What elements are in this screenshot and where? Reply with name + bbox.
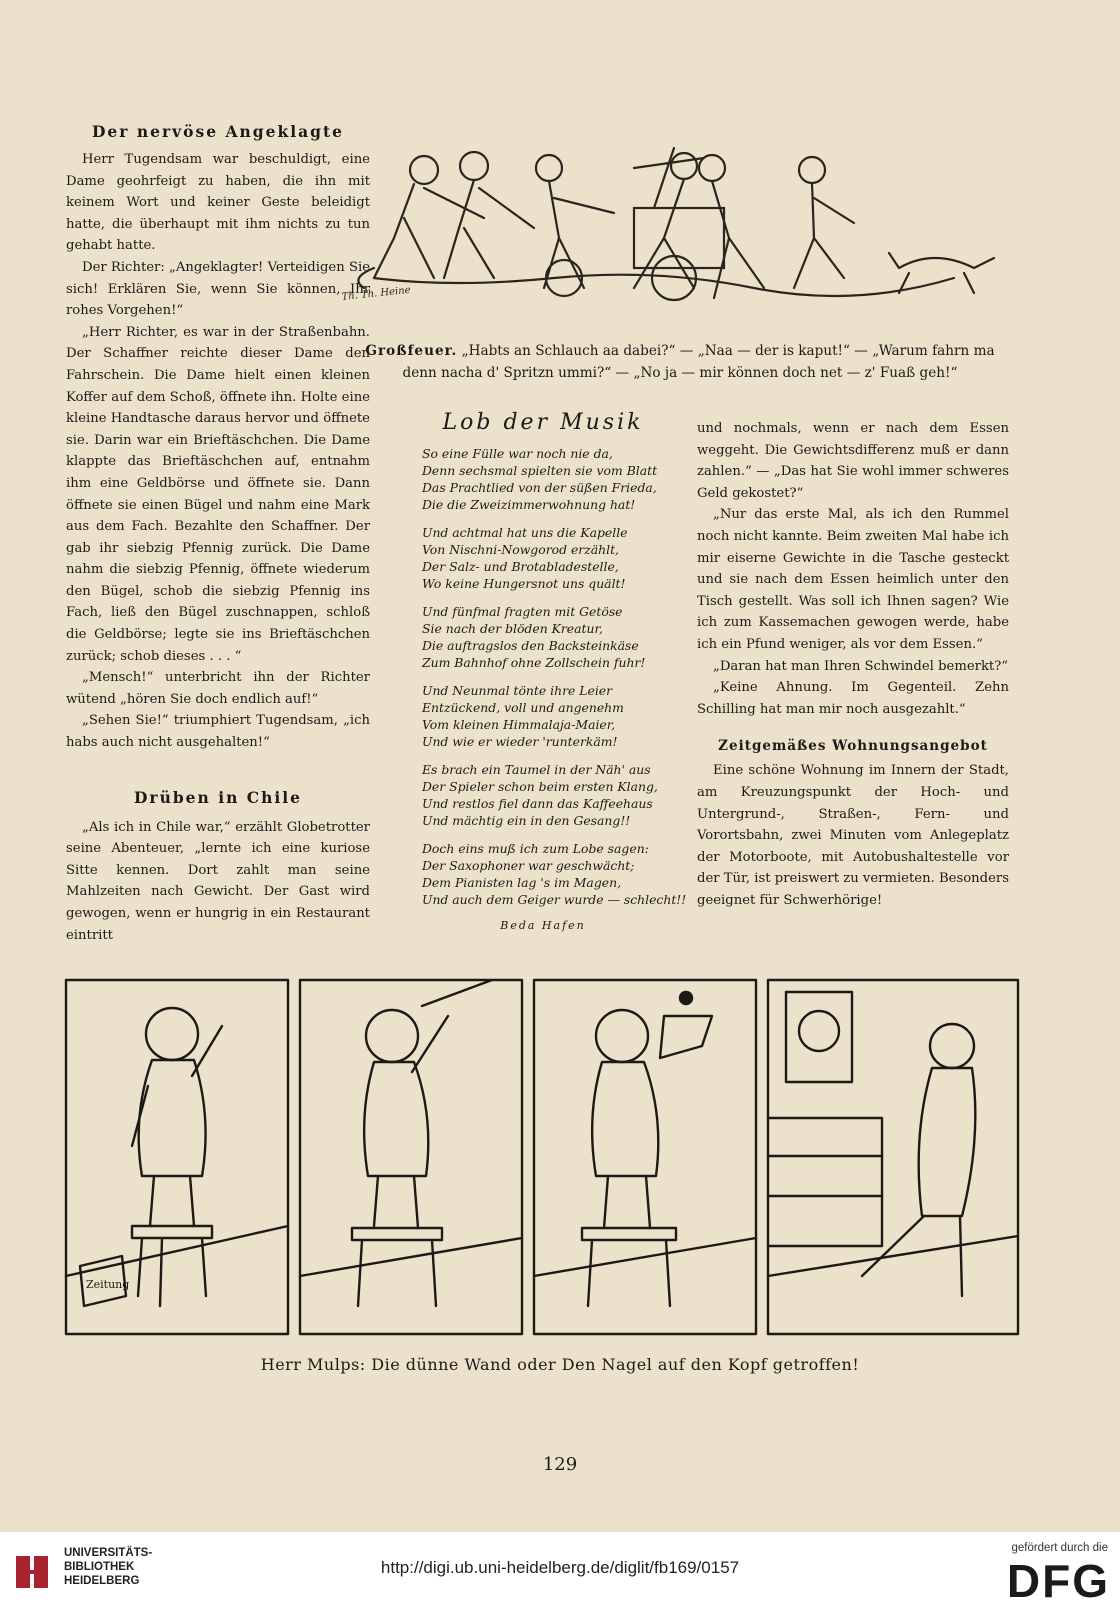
- poem: [412, 410, 687, 932]
- poem-stanza: [422, 682, 674, 750]
- poem-line: Und restlos fiel dann das Kaffeehaus: [422, 796, 653, 811]
- article1-paragraph: „Sehen Sie!“ triumphiert Tugendsam, „ich habs auch nicht ausgehalten!“: [66, 713, 370, 751]
- left-column: [66, 122, 370, 946]
- library-name-line: HEIDELBERG: [64, 1575, 140, 1587]
- poem-line: Die die Zweizimmerwohnung hat!: [422, 497, 636, 512]
- fire-caption-lead: Großfeuer.: [365, 343, 458, 359]
- poem-line: Und fünfmal fragten mit Getöse: [422, 604, 623, 619]
- zeitung-label: Zeitung: [86, 1278, 130, 1291]
- article1-paragraph: „Mensch!“ unterbricht ihn der Richter wütend „hören Sie doch endlich auf!“: [66, 670, 370, 707]
- poem-stanza: [422, 524, 674, 592]
- poem-line: Die auftragslos den Backsteinkäse: [422, 638, 639, 653]
- poem-line: Und auch dem Geiger wurde — schlecht!!: [422, 892, 687, 907]
- article2-paragraph: und nochmals, wenn er nach dem Essen weggeht. Die Gewichtsdifferenz muß er dann zahlen.“ — „Das hat Sie wohl immer schweres Geld gekostet?“: [697, 421, 1009, 501]
- poem-line: Wo keine Hungersnot uns quält!: [422, 576, 626, 591]
- artist-signature: Th. Th. Heine: [341, 284, 412, 303]
- poem-line: Und achtmal hat uns die Kapelle: [422, 525, 628, 540]
- poem-line: Doch eins muß ich zum Lobe sagen:: [422, 841, 649, 856]
- comic-panel-4: [768, 980, 1018, 1334]
- poem-line: Dem Pianisten lag 's im Magen,: [422, 875, 622, 890]
- article1-title: Der nervöse Angeklagte: [91, 122, 345, 141]
- poem-line: Der Spieler schon beim ersten Klang,: [422, 779, 658, 794]
- comic-panel-3: [534, 980, 756, 1334]
- library-name-line: UNIVERSITÄTS-: [64, 1547, 153, 1559]
- library-name-line: BIBLIOTHEK: [64, 1561, 135, 1573]
- poem-title: Lob der Musik: [442, 410, 644, 435]
- poem-line: Es brach ein Taumel in der Näh' aus: [422, 762, 651, 777]
- poem-line: Sie nach der blöden Kreatur,: [422, 621, 603, 636]
- fire-cartoon-caption: [350, 340, 1010, 384]
- poem-line: Und Neunmal tönte ihre Leier: [422, 683, 613, 698]
- article1-paragraph: Herr Tugendsam war beschuldigt, eine Dame geohrfeigt zu haben, die ihn mit keinem Wort und keiner Geste beleidigt hatte, die überhaupt mit ihm nichts zu tun gehabt hatte.: [66, 152, 370, 254]
- poem-line: Und mächtig ein in den Gesang!!: [422, 813, 631, 828]
- poem-stanza: [422, 840, 687, 908]
- comic-strip-caption: Herr Mulps: Die dünne Wand oder Den Nagel auf den Kopf getroffen!: [260, 1355, 860, 1374]
- poem-line: Und wie er wieder 'runterkäm!: [422, 734, 618, 749]
- comic-panel-2: [300, 980, 522, 1334]
- article2-paragraph: „Als ich in Chile war,“ erzählt Globetrotter seine Abenteuer, „lernte ich eine kuriose Sitte kennen. Dort zahlt man seine Mahlzeiten nach Gewicht. Der Gast wird gewogen, wenn er hungrig in ein Restaurant eintritt: [66, 819, 370, 943]
- poem-line: So eine Fülle war noch nie da,: [422, 446, 613, 461]
- footer-bar: [0, 1532, 1120, 1612]
- poem-line: Entzückend, voll und angenehm: [422, 700, 624, 715]
- poem-author: Beda Hafen: [500, 919, 586, 932]
- article1-paragraph: „Herr Richter, es war in der Straßenbahn. Der Schaffner reichte dieser Dame den Fahrschein. Die Dame hielt einen kleinen Koffer auf dem Schoß, öffnete ihn. Holte eine kleine Handtasche daraus hervor und öffnete sie. Darin war ein Brieftäschchen. Die Dame klappte das Brieftäschchen auf, entnahm ihm eine Geldbörse und öffnete sie. Dann öffnete sie einen Bügel und nahm eine Mark aus dem Fach. Bezahlte den Schaffner. Der gab ihr siebzig Pfennig zurück. Die Dame nahm die siebzig Pfennig, öffnete wiederum den Bügel, schob die siebzig Pfennig ins Fach, ließ den Bügel zuschnappen, schloß die Geldbörse; legte sie ins Brieftäschchen zurück; schob dieses . . . “: [66, 324, 370, 664]
- poem-stanza: [422, 603, 674, 671]
- article2-paragraph: „Daran hat man Ihren Schwindel bemerkt?“: [713, 658, 1009, 674]
- right-column: [697, 418, 1009, 911]
- poem-stanza: [422, 761, 674, 829]
- poem-line: Der Saxophoner war geschwächt;: [422, 858, 635, 873]
- article2-paragraph: „Keine Ahnung. Im Gegenteil. Zehn Schilling hat man mir noch ausgezahlt.“: [697, 680, 1009, 717]
- page-number: 129: [542, 1454, 578, 1475]
- article3-title: Zeitgemäßes Wohnungsangebot: [718, 738, 988, 755]
- comic-strip: [62, 976, 1022, 1338]
- poem-line: Der Salz- und Brotabladestelle,: [422, 559, 619, 574]
- poem-line: Von Nischni-Nowgorod erzählt,: [422, 542, 619, 557]
- article3-paragraph: Eine schöne Wohnung im Innern der Stadt, am Kreuzungspunkt der Hoch- und Untergrund-, Straßen-, Fern- und Vorortsbahn, zwei Minuten vom Anlegeplatz der Motorboote, mit Autobushaltestelle vor der Tür, ist preiswert zu vermieten. Besonders geeignet für Schwerhörige!: [697, 763, 1009, 908]
- poem-line: Denn sechsmal spielten sie vom Blatt: [422, 463, 658, 478]
- article2-paragraph: „Nur das erste Mal, als ich den Rummel noch nicht kannte. Beim zweiten Mal habe ich mir eiserne Gewichte in die Tasche gesteckt und sie nach dem Essen heimlich unter den Tisch gestellt. Was soll ich Ihnen sagen? Wie ich zum Kassemachen gewogen werde, habe ich ein Pfund weniger, als vor dem Essen.“: [697, 507, 1009, 652]
- article1-paragraph: Der Richter: „Angeklagter! Verteidigen Sie sich! Erklären Sie, wenn Sie können, Ihr rohes Vorgehen!“: [66, 259, 370, 319]
- funding-note: gefördert durch die: [1011, 1542, 1108, 1554]
- poem-stanza: [422, 445, 674, 513]
- poem-line: Das Prachtlied von der süßen Frieda,: [422, 480, 657, 495]
- poem-line: Zum Bahnhof ohne Zollschein fuhr!: [422, 655, 646, 670]
- article2-title: Drüben in Chile: [133, 787, 303, 807]
- fire-caption-text: „Habts an Schlauch aa dabei?“ — „Naa — der is kaput!“ — „Warum fahrn ma denn nacha d' Spritzn ummi?“ — „No ja — mir können doch net — z' Fuaß geh!“: [402, 343, 995, 381]
- fire-brigade-illustration: [334, 128, 1034, 328]
- permalink-url[interactable]: http://digi.ub.uni-heidelberg.de/diglit/fb169/0157: [380, 1558, 740, 1577]
- comic-panel-1: [66, 980, 288, 1334]
- dfg-logo: DFG: [1006, 1555, 1110, 1607]
- poem-line: Vom kleinen Himmalaja-Maier,: [422, 717, 616, 732]
